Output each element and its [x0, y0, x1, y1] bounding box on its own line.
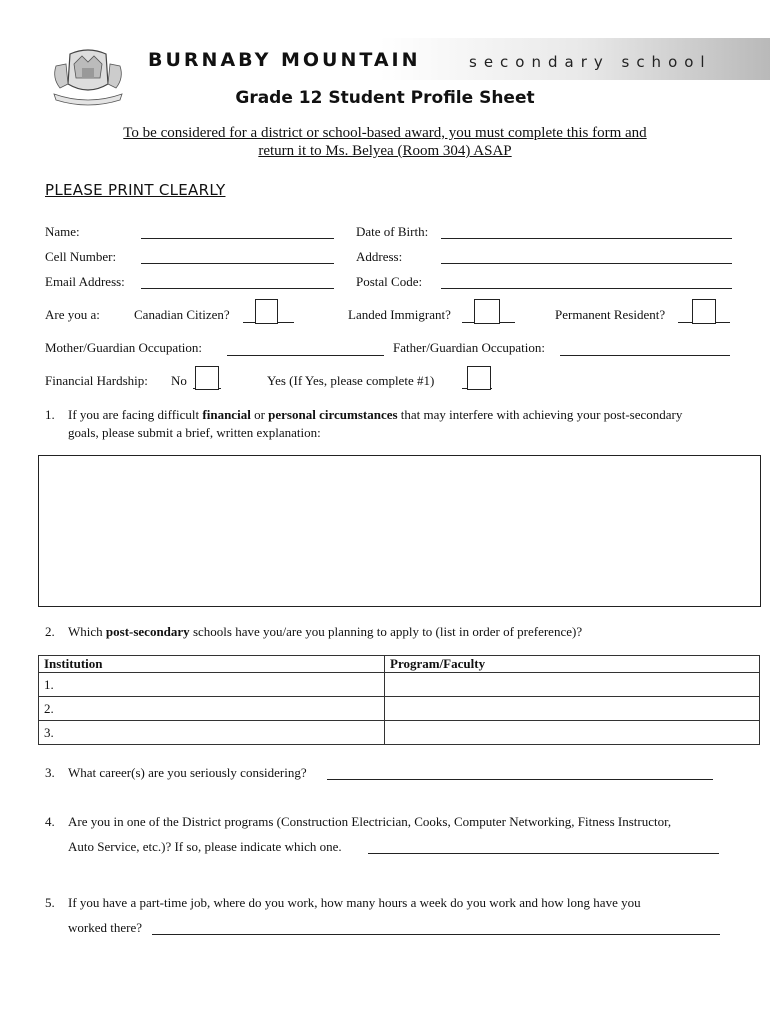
- school-name: BURNABY MOUNTAIN: [148, 49, 421, 71]
- institution-cell-3[interactable]: 3.: [39, 721, 385, 745]
- q1-text: [68, 407, 682, 423]
- dob-field[interactable]: [441, 238, 732, 239]
- institution-header: Institution: [39, 656, 385, 673]
- permanent-checkbox[interactable]: [692, 299, 716, 324]
- career-field[interactable]: [327, 779, 713, 780]
- cell-field[interactable]: [141, 263, 334, 264]
- program-header: Program/Faculty: [385, 656, 760, 673]
- address-label: Address:: [356, 249, 403, 264]
- hardship-yes-checkbox[interactable]: [467, 366, 491, 390]
- status-question: Are you a:: [45, 307, 100, 322]
- hardship-label: Financial Hardship:: [45, 373, 148, 388]
- hardship-no-checkbox[interactable]: [195, 366, 219, 390]
- father-occupation-label: Father/Guardian Occupation:: [393, 340, 545, 355]
- hardship-no-label: No: [171, 373, 187, 388]
- intro-line-1: To be considered for a district or school-based award, you must complete this form and: [123, 125, 647, 141]
- table-row: [39, 721, 760, 745]
- q5-text-line-1: If you have a part-time job, where do you work, how many hours a week do you work and how long have you: [68, 895, 641, 910]
- q2-text-post: schools have you/are you planning to apply to (list in order of preference)?: [189, 624, 583, 639]
- hardship-yes-label: Yes (If Yes, please complete #1): [267, 373, 435, 388]
- q1-bold-financial: financial: [202, 407, 251, 422]
- landed-label: Landed Immigrant?: [348, 307, 451, 322]
- dob-label: Date of Birth:: [356, 224, 429, 239]
- email-label: Email Address:: [45, 274, 125, 289]
- q1-text-mid: or: [250, 407, 269, 422]
- institution-table: [38, 655, 760, 745]
- address-field[interactable]: [441, 263, 732, 264]
- canadian-checkbox[interactable]: [255, 299, 278, 324]
- q1-bold-personal: personal circumstances: [268, 407, 398, 422]
- q2-text-pre: Which: [68, 624, 106, 639]
- q2-bold: post-secondary: [105, 624, 190, 639]
- q4-text-line-1: Are you in one of the District programs (Construction Electrician, Cooks, Computer Networking, Fitness Instructor,: [68, 814, 672, 829]
- email-field[interactable]: [141, 288, 334, 289]
- q5-number: 5.: [45, 895, 55, 910]
- mother-occupation-label: Mother/Guardian Occupation:: [45, 340, 203, 355]
- table-row: [39, 673, 760, 697]
- q4-number: 4.: [45, 814, 55, 829]
- print-clearly-heading: PLEASE PRINT CLEARLY: [45, 181, 226, 199]
- permanent-label: Permanent Resident?: [555, 307, 666, 322]
- q2-number: 2.: [45, 624, 55, 639]
- table-row: [39, 697, 760, 721]
- cell-label: Cell Number:: [45, 249, 117, 264]
- q3-number: 3.: [45, 765, 55, 780]
- landed-checkbox[interactable]: [474, 299, 500, 324]
- program-cell-2[interactable]: [385, 697, 760, 721]
- postal-field[interactable]: [441, 288, 732, 289]
- hardship-explanation-box[interactable]: [38, 455, 761, 607]
- program-cell-3[interactable]: [385, 721, 760, 745]
- institution-cell-1[interactable]: 1.: [39, 673, 385, 697]
- postal-label: Postal Code:: [356, 274, 423, 289]
- intro-text: [60, 124, 710, 160]
- page-title: Grade 12 Student Profile Sheet: [235, 88, 535, 108]
- name-label: Name:: [45, 224, 80, 239]
- q3-text: What career(s) are you seriously considering?: [68, 765, 307, 780]
- q4-text-line-2: Auto Service, etc.)? If so, please indicate which one.: [68, 839, 342, 854]
- district-program-field[interactable]: [368, 853, 719, 854]
- q5-text-line-2: worked there?: [68, 920, 142, 935]
- name-field[interactable]: [141, 238, 334, 239]
- q1-text-line-2: goals, please submit a brief, written explanation:: [68, 425, 321, 440]
- father-occupation-field[interactable]: [560, 355, 730, 356]
- school-subtitle: secondary school: [469, 53, 712, 71]
- table-header-row: [39, 656, 760, 673]
- institution-cell-2[interactable]: 2.: [39, 697, 385, 721]
- intro-line-2: return it to Ms. Belyea (Room 304) ASAP: [258, 143, 512, 159]
- part-time-job-field[interactable]: [152, 934, 720, 935]
- q1-text-post: that may interfere with achieving your post-secondary: [397, 407, 683, 422]
- q2-text: [68, 624, 582, 640]
- q1-number: 1.: [45, 407, 55, 422]
- q1-text-pre: If you are facing difficult: [68, 407, 203, 422]
- program-cell-1[interactable]: [385, 673, 760, 697]
- canadian-label: Canadian Citizen?: [134, 307, 230, 322]
- mother-occupation-field[interactable]: [227, 355, 384, 356]
